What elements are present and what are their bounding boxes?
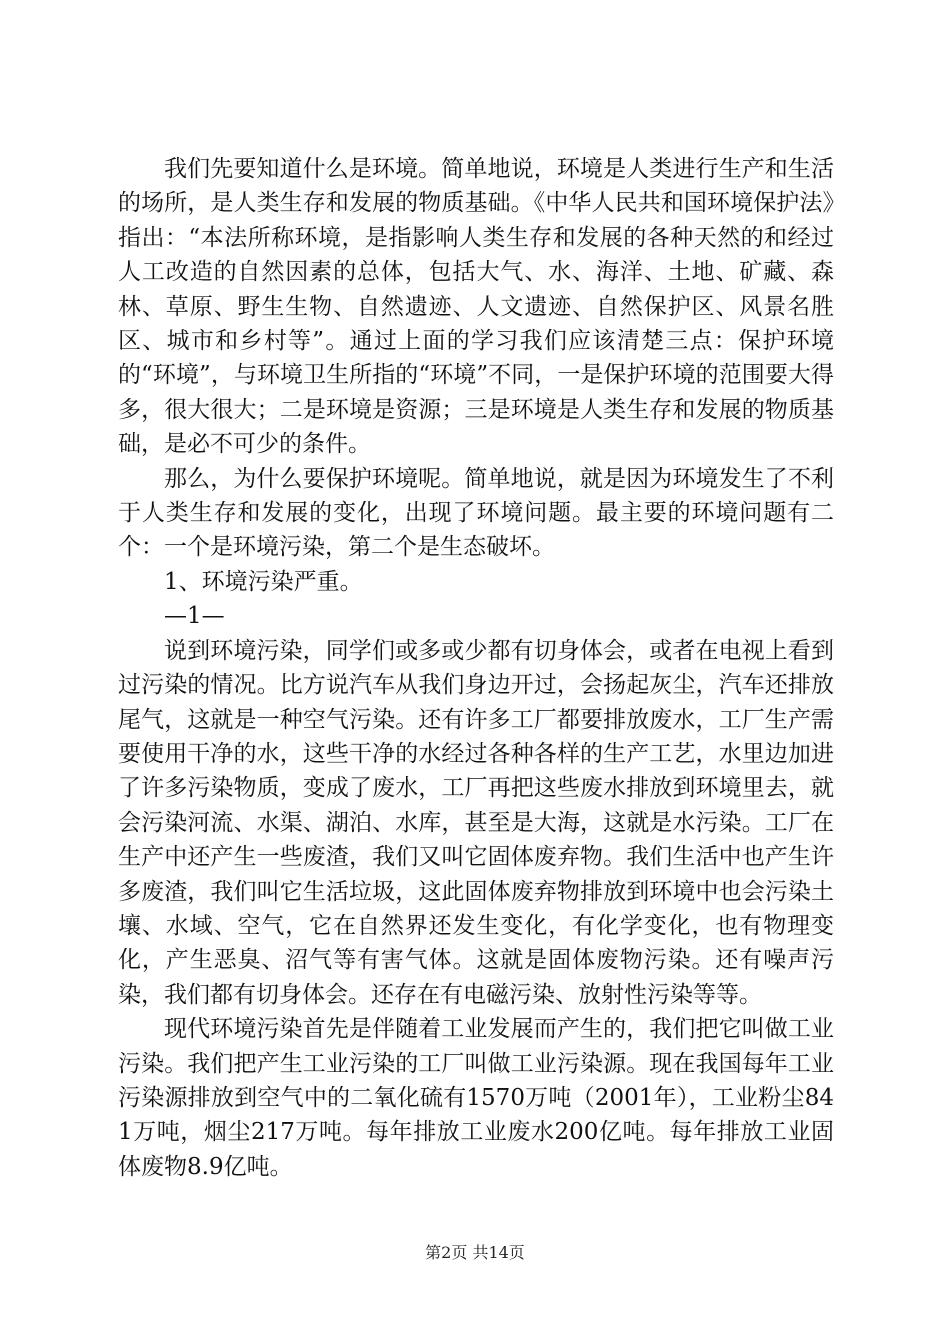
paragraph-environment-definition: 我们先要知道什么是环境。简单地说，环境是人类进行生产和生活的场所，是人类生存和发展的物质基础。《中华人民共和国环境保护法》指出：“本法所称环境，是指影响人类生存和发展的各种天然的和经过人工改造的自然因素的总体，包括大气、水、海洋、土地、矿藏、森林、草原、野生生物、自然遗迹、人文遗迹、自然保护区、风景名胜区、城市和乡村等”。通过上面的学习我们应该清楚三点：保护环境的“环境”，与环境卫生所指的“环境”不同，一是保护环境的范围要大得多，很大很大；二是环境是资源；三是环境是人类生存和发展的物质基础，是必不可少的条件。 [118, 156, 834, 458]
document-body [118, 152, 834, 1184]
section-heading-pollution: 1、环境污染严重。 [164, 568, 363, 595]
page-footer: 第2页 共14页 [425, 1243, 525, 1262]
paragraph-pollution-types: 说到环境污染，同学们或多或少都有切身体会，或者在电视上看到过污染的情况。比方说汽车从我们身边开过，会扬起灰尘，汽车还排放尾气，这就是一种空气污染。还有许多工厂都要排放废水，工厂生产需要使用干净的水，这些干净的水经过各种各样的生产工艺，水里边加进了许多污染物质，变成了废水，工厂再把这些废水排放到环境里去，就会污染河流、水渠、湖泊、水库，甚至是大海，这就是水污染。工厂在生产中还产生一些废渣，我们又叫它固体废弃物。我们生活中也产生许多废渣，我们叫它生活垃圾，这此固体废弃物排放到环境中也会污染土壤、水域、空气，它在自然界还发生变化，有化学变化，也有物理变化，产生恶臭、沼气等有害气体。这就是固体废物污染。还有噪声污染，我们都有切身体会。还存在有电磁污染、放射性污染等等。 [118, 637, 834, 1008]
inline-page-marker: —1— [164, 603, 225, 630]
paragraph-industrial-pollution: 现代环境污染首先是伴随着工业发展而产生的，我们把它叫做工业污染。我们把产生工业污染的工厂叫做工业污染源。现在我国每年工业污染源排放到空气中的二氧化硫有1570万吨（2001年），工业粉尘841万吨，烟尘217万吨。每年排放工业废水200亿吨。每年排放工业固体废物8.9亿吨。 [118, 1016, 834, 1180]
paragraph-why-protect: 那么，为什么要保护环境呢。简单地说，就是因为环境发生了不利于人类生存和发展的变化，出现了环境问题。最主要的环境问题有二个：一个是环境污染，第二个是生态破坏。 [118, 465, 834, 561]
